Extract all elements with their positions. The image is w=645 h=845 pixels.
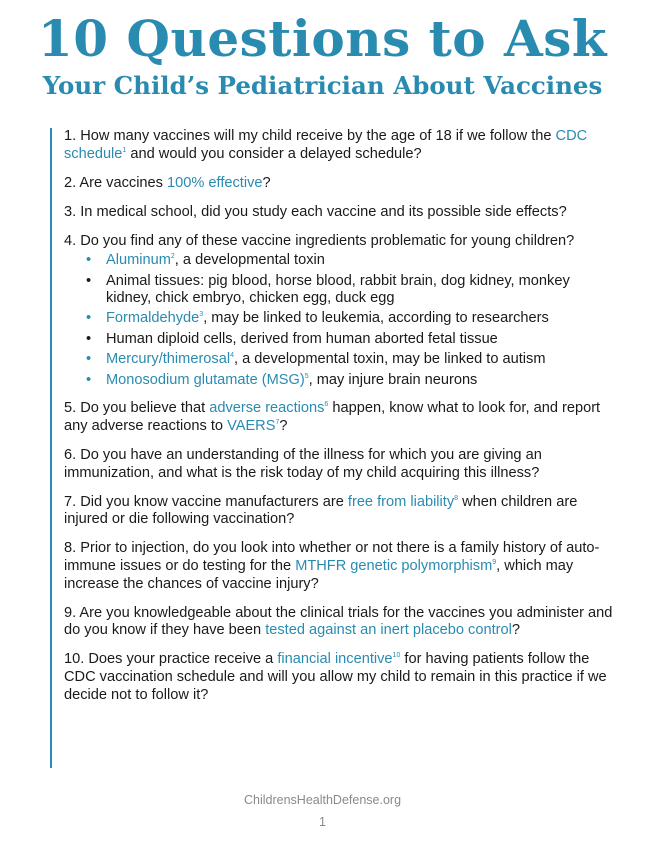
question-1: 1. How many vaccines will my child receive by the age of 18 if we follow the CDC schedule$^1$ and would you consider a delayed schedule? bbox=[64, 128, 588, 162]
footnote-ref: 7 bbox=[275, 419, 280, 427]
question-8: 8. Prior to injection, do you look into whether or not there is a family history of auto-immune issues or do testing for the MTHFR genetic polymorphism$^9$, which may increase the chances of vaccine injury? bbox=[64, 540, 600, 592]
placebo-link[interactable]: tested against an inert placebo control bbox=[265, 622, 512, 639]
msg-link[interactable]: Monosodium glutamate (MSG) bbox=[106, 371, 305, 388]
page-subtitle: Your Child’s Pediatrician About Vaccines bbox=[42, 71, 603, 100]
bullet-icon: • bbox=[86, 330, 92, 347]
mthfr-link[interactable]: MTHFR genetic polymorphism bbox=[295, 557, 493, 574]
ingredient-item: • Aluminum$^2$, a developmental toxin bbox=[86, 252, 325, 269]
question-5: 5. Do you believe that adverse reactions$^6$ happen, know what to look for, and report any adverse reactions to VAERS$^7$? bbox=[64, 400, 601, 434]
cdc-schedule-link[interactable]: CDC schedule bbox=[64, 128, 588, 162]
bullet-icon: • bbox=[86, 351, 92, 368]
ingredient-item: • Formaldehyde$^3$, may be linked to leukemia, according to researchers bbox=[86, 310, 549, 327]
bullet-icon: • bbox=[86, 371, 92, 388]
aluminum-link[interactable]: Aluminum bbox=[106, 252, 171, 269]
footnote-ref: 10 bbox=[392, 652, 401, 660]
financial-incentive-link[interactable]: financial incentive bbox=[277, 651, 393, 668]
question-9: 9. Are you knowledgeable about the clinical trials for the vaccines you administer and do you know if they have been tested against an inert placebo control? bbox=[64, 604, 613, 639]
footnote-ref: 5 bbox=[304, 372, 309, 380]
ingredient-item: • Human diploid cells, derived from human aborted fetal tissue bbox=[86, 330, 498, 347]
footnote-ref: 6 bbox=[324, 401, 329, 409]
question-7: 7. Did you know vaccine manufacturers are free from liability$^8$ when children are injured or die following vaccination? bbox=[64, 493, 578, 528]
footnote-ref: 8 bbox=[454, 494, 459, 502]
question-2: 2. Are vaccines 100% effective? bbox=[64, 174, 271, 191]
footnote-ref: 3 bbox=[199, 311, 204, 319]
effective-link[interactable]: 100% effective bbox=[167, 174, 263, 191]
page-title: 10 Questions to Ask bbox=[37, 9, 608, 68]
footnote-ref: 4 bbox=[230, 352, 234, 360]
bullet-icon: • bbox=[86, 272, 92, 289]
ingredient-item: • Animal tissues: pig blood, horse blood, rabbit brain, dog kidney, monkey kidney, chick embryo, chicken egg, duck egg bbox=[86, 272, 570, 307]
footnote-ref: 1 bbox=[122, 146, 127, 154]
formaldehyde-link[interactable]: Formaldehyde bbox=[106, 310, 200, 327]
vaers-link[interactable]: VAERS bbox=[227, 417, 276, 434]
ingredient-item: • Monosodium glutamate (MSG)$^5$, may injure brain neurons bbox=[86, 371, 478, 388]
mercury-link[interactable]: Mercury/thimerosal bbox=[106, 351, 231, 368]
ingredient-list bbox=[64, 252, 618, 388]
liability-link[interactable]: free from liability bbox=[347, 493, 455, 510]
bullet-icon: • bbox=[86, 252, 92, 269]
adverse-reactions-link[interactable]: adverse reactions bbox=[209, 400, 325, 417]
page-number: 1 bbox=[319, 815, 326, 829]
bullet-icon: • bbox=[86, 310, 92, 327]
question-3: 3. In medical school, did you study each vaccine and its possible side effects? bbox=[64, 203, 567, 220]
footnote-ref: 2 bbox=[170, 253, 175, 261]
ingredient-item: • Mercury/thimerosal$^4$, a developmental toxin, may be linked to autism bbox=[86, 351, 546, 368]
question-4: 4. Do you find any of these vaccine ingredients problematic for young children? • Aluminum$^2$, a developmental toxin • Animal tissues: pig blood, horse blood, rabbit brain, dog kidney, monkey kidney, chick embryo, chicken egg, duck egg • Formaldehyde$^3$, may be linked to leukemia, according to researchers • Human diploid cells, derived from human aborted fetal tissue • Mercury/thimerosal$^4$, a developmental toxin, may be linked to autism • Monosodium glutamate (MSG)$^5$, may injure brain neurons bbox=[64, 233, 618, 389]
question-10: 10. Does your practice receive a financial incentive$^{10}$ for having patients follow the CDC vaccination schedule and will you allow my child to remain in this practice if we decide not to follow it? bbox=[64, 651, 607, 703]
footnote-ref: 9 bbox=[492, 559, 497, 567]
question-list bbox=[50, 128, 618, 768]
question-6: 6. Do you have an understanding of the illness for which you are giving an immunization, and what is the risk today of my child acquiring this illness? bbox=[64, 447, 542, 481]
footer-site[interactable]: ChildrensHealthDefense.org bbox=[243, 793, 402, 807]
